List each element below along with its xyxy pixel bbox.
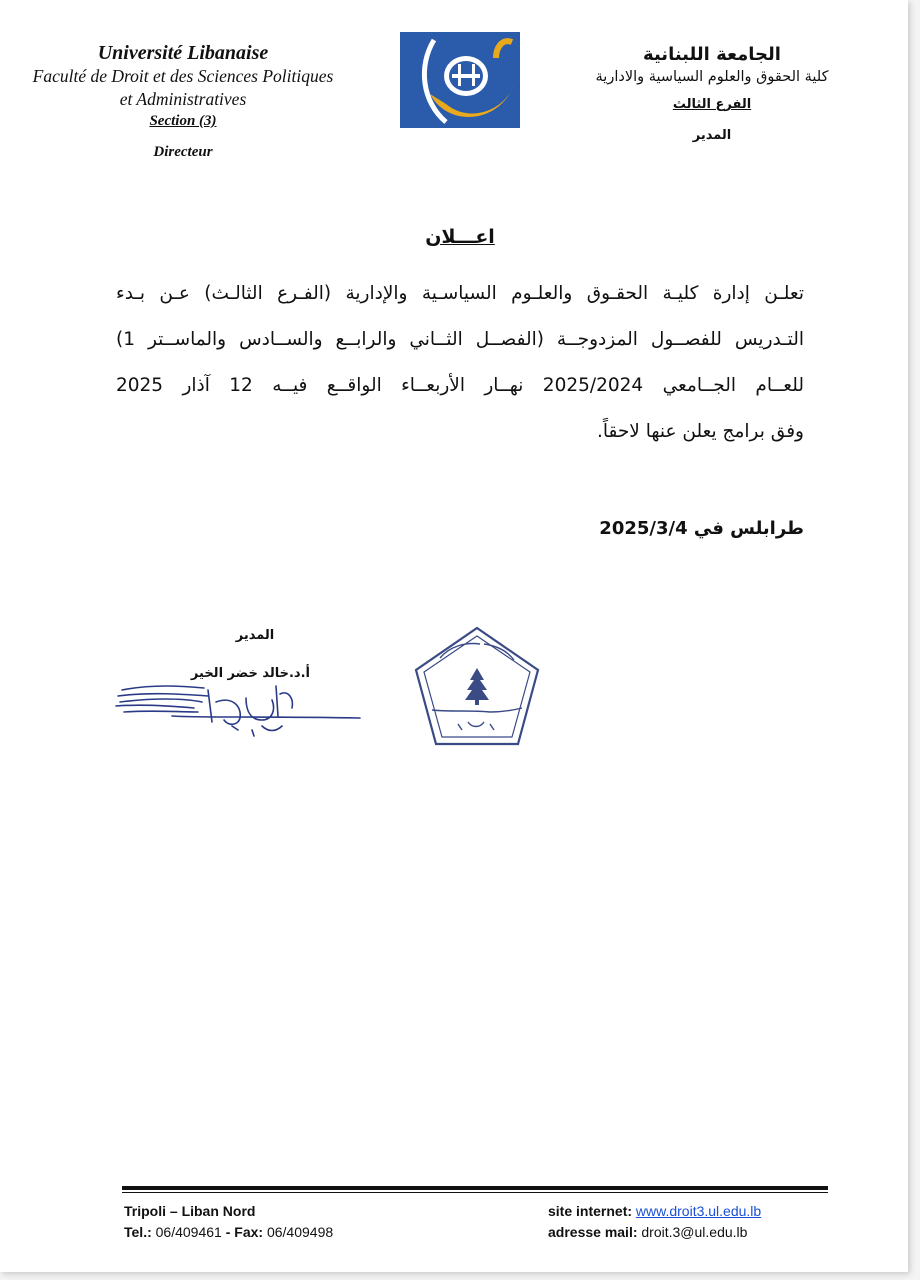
footer-divider-thick [122, 1186, 828, 1190]
french-section: Section (3) [149, 113, 217, 129]
arabic-branch: الفرع الثالث [672, 97, 752, 112]
lebanese-university-logo-icon [400, 32, 520, 128]
tel-number: 06/409461 [155, 1224, 222, 1240]
announcement-body [116, 277, 804, 461]
arabic-faculty-name: كلية الحقوق والعلوم السياسية والادارية [595, 69, 829, 85]
french-faculty-line1: Faculté de Droit et des Sciences Politiques [32, 66, 334, 86]
footer-web [548, 1201, 761, 1243]
signatory-title: المدير [235, 628, 275, 643]
announcement-line: التـدريس للفصــول المزدوجــة (الفصــل الثــاني والرابــع والســادس والماســتر 1) [116, 329, 804, 350]
announcement-line: وفق برامج يعلن عنها لاحقاً. [596, 421, 804, 442]
signatory-name: أ.د.خالد خضر الخير [190, 666, 310, 681]
website-link[interactable]: www.droit3.ul.edu.lb [635, 1203, 762, 1219]
french-university-name: Université Libanaise [97, 42, 269, 64]
email-address[interactable]: droit.3@ul.edu.lb [641, 1224, 748, 1240]
handwritten-signature-icon [112, 676, 364, 738]
french-faculty-line2: et Administratives [119, 89, 247, 109]
site-label: site internet: [548, 1203, 633, 1219]
mail-label: adresse mail: [548, 1224, 638, 1240]
official-stamp-icon [410, 624, 544, 750]
announcement-line: تعلـن إدارة كليـة الحقـوق والعلـوم السياسـية والإدارية (الفـرع الثالـث) عـن بـدء [116, 283, 804, 304]
footer-divider-thin [122, 1192, 828, 1193]
footer-phone-line: Tel.: 06/409461 - Fax: 06/409498 [124, 1224, 334, 1240]
arabic-university-name: الجامعة اللبنانية [643, 44, 781, 65]
french-director-label: Directeur [153, 144, 213, 160]
footer-mail-line [548, 1222, 761, 1243]
fax-number: 06/409498 [266, 1224, 334, 1240]
arabic-director-label: المدير [692, 128, 732, 143]
footer-site-line [548, 1201, 761, 1222]
french-header [18, 42, 348, 161]
footer-contact [124, 1201, 333, 1243]
footer-city: Tripoli – Liban Nord [124, 1203, 256, 1219]
announcement-title: اعـــلان [425, 226, 495, 248]
fax-label: Fax: [234, 1224, 264, 1240]
arabic-header [562, 44, 862, 143]
tel-label: Tel.: [124, 1224, 152, 1240]
announcement-date: طرابلس في 2025/3/4 [599, 518, 804, 539]
announcement-line: للعــام الجــامعي 2025/2024 نهــار الأربعــاء الواقــع فيــه 12 آذار 2025 [116, 375, 804, 396]
